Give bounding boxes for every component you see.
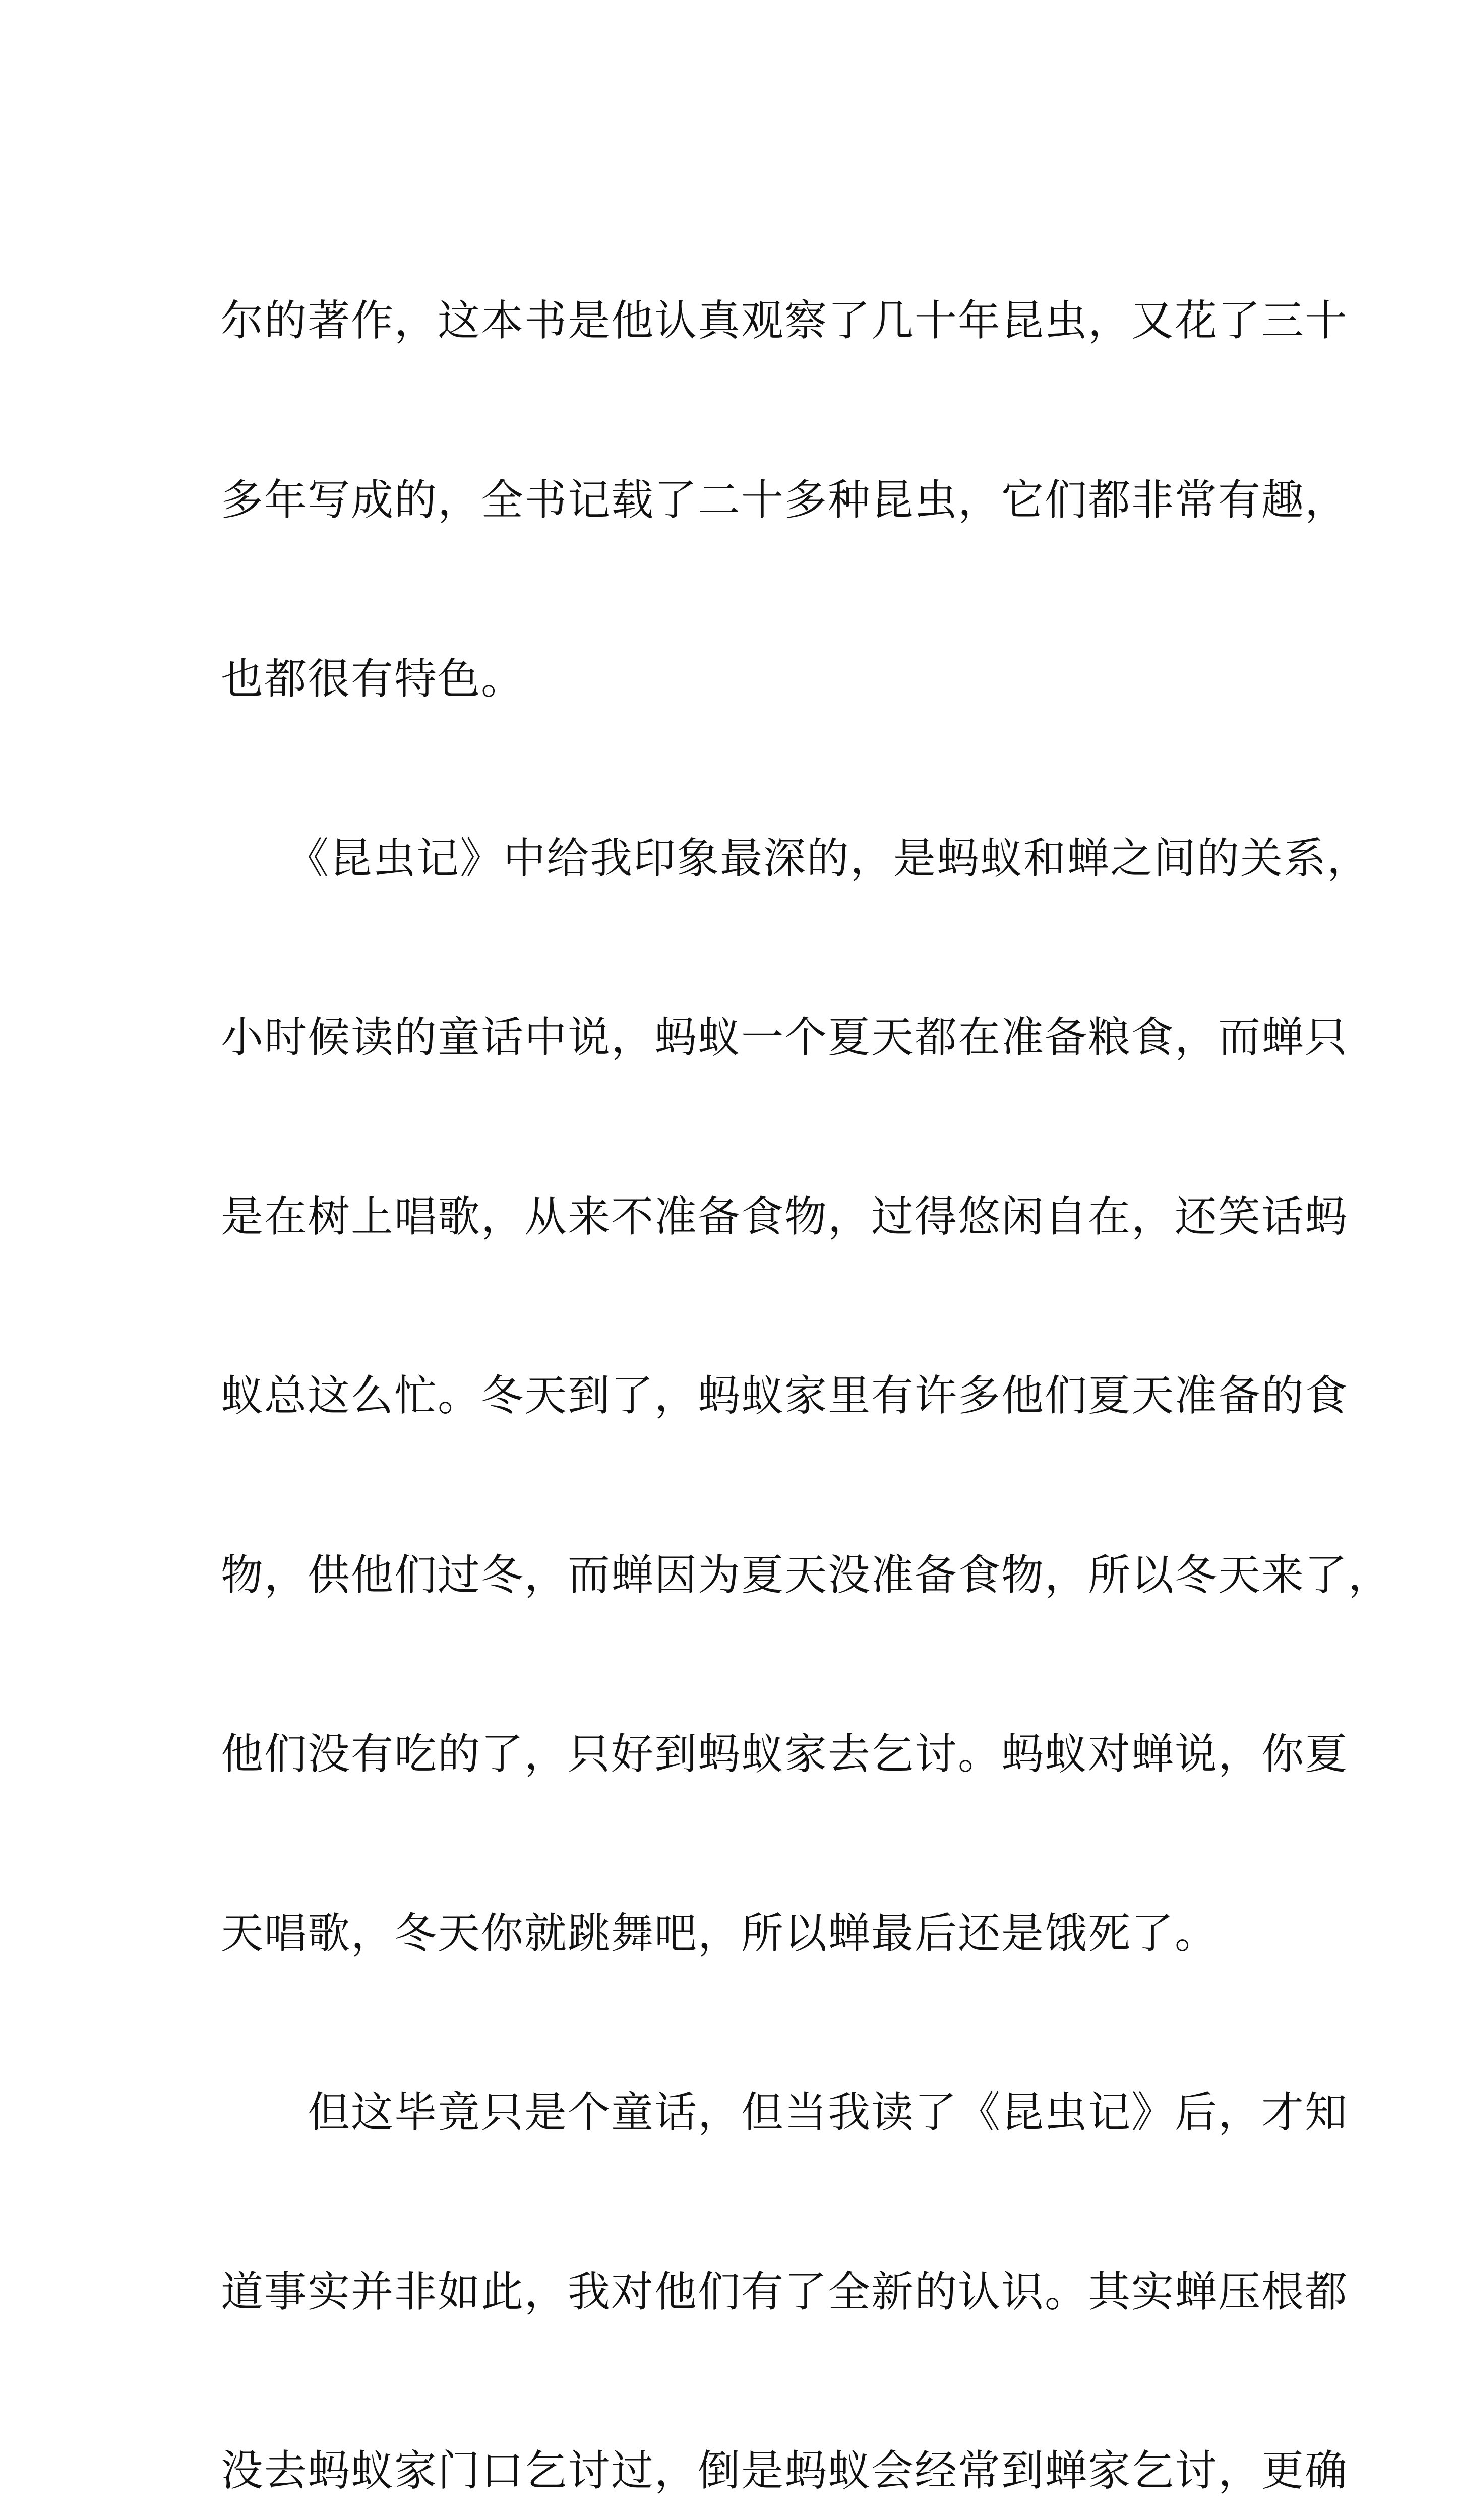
body-text <box>221 171 1392 2520</box>
text-line: 但这毕竟只是个童话，但当我读了《昆虫记》后，才知 <box>221 2088 1349 2137</box>
text-line: 天唱歌，冬天你就跳舞吧，所以蝉最后还是饿死了。 <box>221 1908 1219 1958</box>
text-line: 《昆虫记》中给我印象最深的，是蚂蚁和蝉之间的关系， <box>221 833 1371 883</box>
text-line: 尔的著作，这本书是他认真观察了几十年昆虫，又花了三十 <box>221 296 1349 345</box>
text-line: 没去蚂蚁家门口乞讨过，倒是蚂蚁会经常到蝉家乞讨，更确 <box>221 2446 1349 2495</box>
text-line: 小时候读的童话中说，蚂蚁一个夏天都在准备粮食，而蝉只 <box>221 1013 1349 1062</box>
text-line: 他们没有吃的了，只好到蚂蚁家去乞讨。蚂蚁对蝉说，你夏 <box>221 1729 1349 1779</box>
text-line: 多年写成的，全书记载了二十多种昆虫，它们都非常有趣， <box>221 475 1349 525</box>
text-line: 道事实并非如此，我对他们有了全新的认识。其实蝉压根都 <box>221 2266 1349 2316</box>
text-line: 是在树上唱歌，从来不准备食物，过得悠闲自在，还笑话蚂 <box>221 1191 1349 1241</box>
text-line: 也都很有特色。 <box>221 654 525 704</box>
text-line: 物，供他们过冬，而蝉因为夏天没准备食物，所以冬天来了， <box>221 1550 1392 1600</box>
text-line: 蚁总这么忙。冬天到了，蚂蚁家里有许多他们夏天准备的食 <box>221 1371 1349 1420</box>
